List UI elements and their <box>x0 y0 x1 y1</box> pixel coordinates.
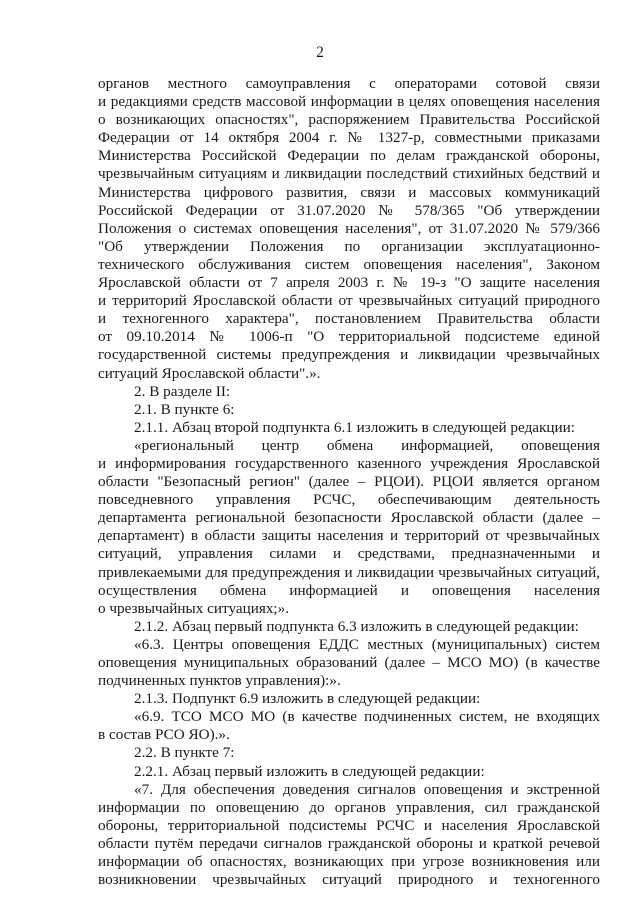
text-line: и информирования государственного казенного учреждения Ярославской <box>98 454 600 472</box>
text-line: от 09.10.2014 № 1006-п "О территориальной подсистеме единой <box>98 328 600 346</box>
text-line: осуществления обмена информацией и оповещения населения <box>98 581 600 599</box>
text-line: и редакциями средств массовой информации в целях оповещения населения <box>98 93 600 111</box>
text-line: о чрезвычайных ситуациях;». <box>98 599 290 617</box>
page-number: 2 <box>316 44 324 61</box>
text-line: оповещения муниципальных образований (далее – МСО МО) (в качестве <box>98 654 600 671</box>
text-line: в состав РСО ЯО).». <box>98 726 230 744</box>
text-line: Российской Федерации от 31.07.2020 № 578/365 "Об утверждении <box>98 201 600 219</box>
text-line: и техногенного характера", постановлением Правительства области <box>98 310 600 328</box>
text-line: 2.2. В пункте 7: <box>134 744 235 762</box>
text-line: обороны, территориальной подсистемы РСЧС и населения Ярославской <box>98 816 600 834</box>
text-line: чрезвычайным ситуациям и ликвидации последствий стихийных бедствий и <box>98 165 600 183</box>
text-line: 2.1.1. Абзац второй подпункта 6.1 изложить в следующей редакции: <box>134 418 576 436</box>
text-line: Министерства Российской Федерации по делам гражданской обороны, <box>98 147 600 165</box>
text-line: департамента региональной безопасности Ярославской области (далее – <box>98 509 600 527</box>
text-line: «региональный центр обмена информацией, оповещения <box>134 436 600 454</box>
text-line: области "Безопасный регион" (далее – РЦОИ). РЦОИ является органом <box>98 473 600 491</box>
text-line: 2.1. В пункте 6: <box>134 400 235 418</box>
text-line: технического обслуживания систем оповещения населения", Законом <box>98 255 600 273</box>
text-line: возникновении чрезвычайных ситуаций природного и техногенного <box>98 871 600 889</box>
text-line: ситуаций, управления силами и средствами, предназначенными и <box>98 545 600 563</box>
text-line: Федерации от 14 октября 2004 г. № 1327-р, совместными приказами <box>98 129 600 147</box>
text-line: привлекаемыми для предупреждения и ликвидации чрезвычайных ситуаций, <box>98 563 600 581</box>
text-line: органов местного самоуправления с операторами сотовой связи <box>98 75 600 92</box>
text-line: Министерства цифрового развития, связи и массовых коммуникаций <box>98 183 600 201</box>
text-line: 2.1.2. Абзац первый подпункта 6.3 изложить в следующей редакции: <box>134 617 579 635</box>
text-line: области путём передачи сигналов гражданской обороны и краткой речевой <box>98 834 600 852</box>
text-line: 2.1.3. Подпункт 6.9 изложить в следующей редакции: <box>134 690 481 708</box>
text-line: «7. Для обеспечения доведения сигналов оповещения и экстренной <box>134 780 600 798</box>
text-line: «6.9. ТСО МСО МО (в качестве подчиненных систем, не входящих <box>134 708 600 726</box>
text-line: Ярославской области от 7 апреля 2003 г. № 19-з "О защите населения <box>98 274 600 292</box>
text-line: 2.2.1. Абзац первый изложить в следующей редакции: <box>134 762 485 780</box>
text-line: и территорий Ярославской области от чрезвычайных ситуаций природного <box>98 292 600 310</box>
text-line: «6.3. Центры оповещения ЕДДС местных (муниципальных) систем <box>134 635 600 653</box>
document-body <box>98 75 600 889</box>
text-line: о возникающих опасностях", распоряжением Правительства Российской <box>98 111 600 129</box>
text-line: государственной системы предупреждения и ликвидации чрезвычайных <box>98 346 600 364</box>
text-line: Положения о системах оповещения населения", от 31.07.2020 № 579/366 <box>98 219 600 237</box>
text-line: информации по оповещению до органов управления, сил гражданской <box>98 798 600 816</box>
text-line: подчиненных пунктов управления):». <box>98 672 341 690</box>
text-line: повседневного управления РСЧС, обеспечивающим деятельность <box>98 491 600 509</box>
text-line: департамент) в области защиты населения и территорий от чрезвычайных <box>98 527 600 545</box>
text-line: 2. В разделе II: <box>134 382 231 400</box>
text-line: "Об утверждении Положения по организации эксплуатационно- <box>98 237 600 255</box>
text-line: ситуаций Ярославской области".». <box>98 364 321 382</box>
text-line: информации об опасностях, возникающих при угрозе возникновения или <box>98 853 600 871</box>
